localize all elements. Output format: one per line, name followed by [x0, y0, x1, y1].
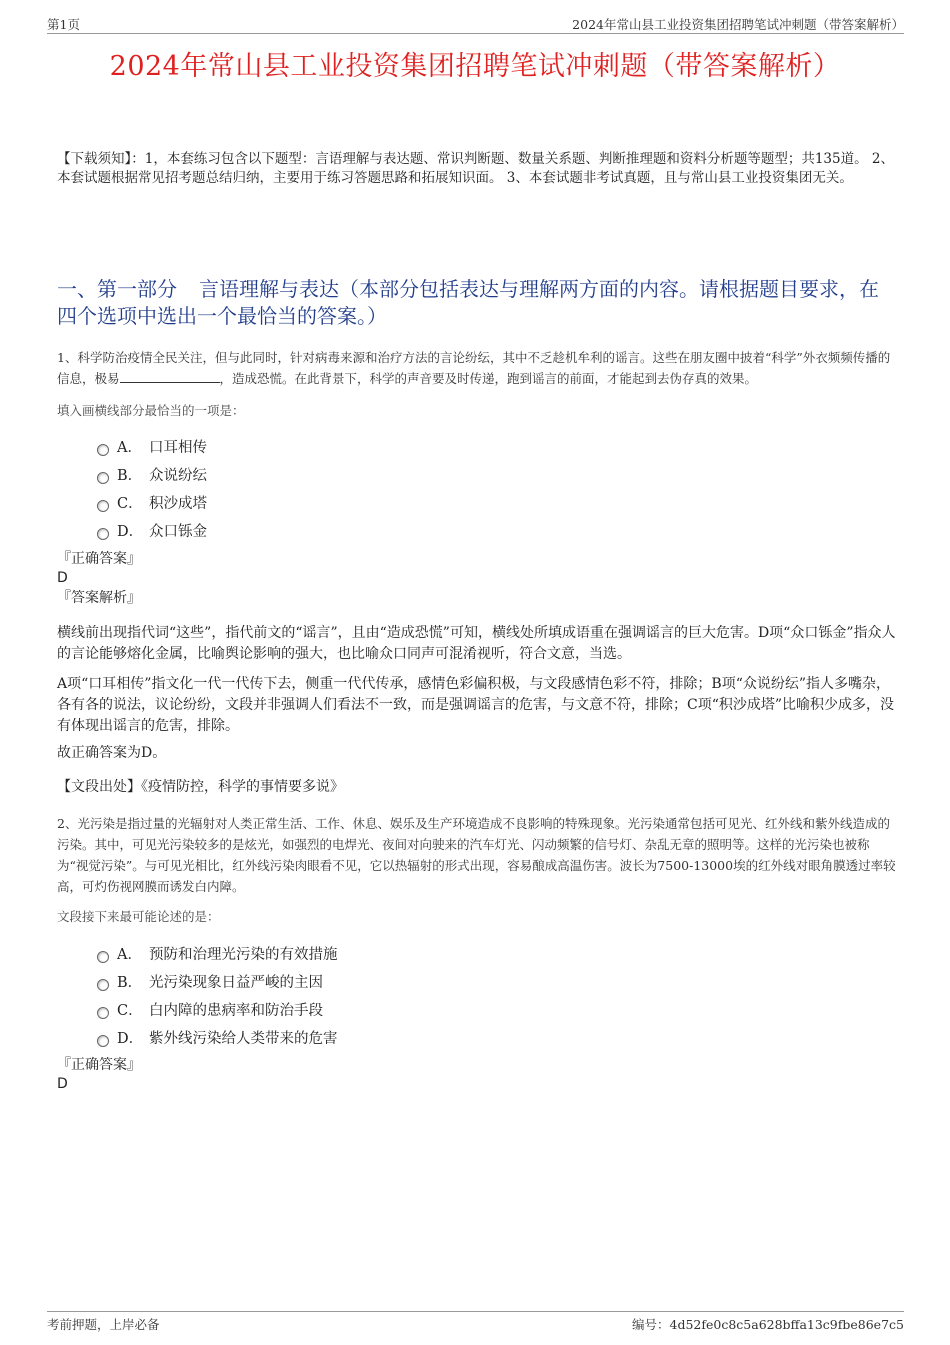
download-notice: 【下载须知】：1，本套练习包含以下题型：言语理解与表达题、常识判断题、数量关系题、判断推理题和资料分析题等题型；共135道。 2、本套试题根据常见招考题总结归纳，主要用于练习答题思路和拓展知识面。 3、本套试题非考试真题，且与常山县工业投资集团无关。: [57, 151, 894, 186]
option-b[interactable]: B． 光污染现象日益严峻的主因: [97, 967, 338, 995]
option-c[interactable]: C． 白内障的患病率和防治手段: [97, 995, 338, 1023]
page-footer: [47, 1311, 904, 1332]
option-b[interactable]: B． 众说纷纭: [97, 460, 207, 488]
option-d[interactable]: D． 众口铄金: [97, 516, 207, 544]
source-citation: 【文段出处】《疫情防控，科学的事情要多说》: [57, 779, 344, 795]
document-title: 2024年常山县工业投资集团招聘笔试冲刺题（带答案解析）: [109, 51, 841, 82]
question-2-options: [97, 939, 338, 1051]
radio-icon[interactable]: [97, 1007, 109, 1019]
section-number: 一、第一部分: [57, 277, 177, 301]
radio-icon[interactable]: [97, 444, 109, 456]
radio-icon[interactable]: [97, 979, 109, 991]
correct-answer: D: [57, 1076, 68, 1092]
answer-label: 『正确答案』: [57, 551, 141, 567]
radio-icon[interactable]: [97, 528, 109, 540]
fill-blank: [120, 370, 220, 383]
question-2-prompt: 文段接下来最可能论述的是：: [57, 909, 220, 924]
analysis-paragraph-1: 横线前出现指代词“这些”，指代前文的“谣言”，且由“造成恐慌”可知，横线处所填成语重在强调谣言的巨大危害。D项“众口铄金”指众人的言论能够熔化金属，比喻舆论影响的强大，也比喻众口同声可混淆视听，符合文意，当选。: [57, 625, 896, 662]
analysis-label: 『答案解析』: [57, 590, 141, 606]
page-header: [47, 14, 904, 34]
radio-icon[interactable]: [97, 1035, 109, 1047]
radio-icon[interactable]: [97, 951, 109, 963]
section-heading: [57, 276, 898, 330]
question-2-text: 2、光污染是指过量的光辐射对人类正常生活、工作、休息、娱乐及生产环境造成不良影响的特殊现象。光污染通常包括可见光、红外线和紫外线造成的污染。其中，可见光污染较多的是炫光，如强烈的电焊光、夜间对向驶来的汽车灯光、闪动频繁的信号灯、杂乱无章的照明等。这样的光污染也被称为“视觉污染”。与可见光相比，红外线污染肉眼看不见，它以热辐射的形式出现，容易酿成高温伤害。波长为7500-13000埃的红外线对眼角膜透过率较高，可灼伤视网膜而诱发白内障。: [57, 816, 896, 894]
option-d[interactable]: D． 紫外线污染给人类带来的危害: [97, 1023, 338, 1051]
document-id: 编号：4d52fe0c8c5a628bffa13c9fbe86e7c5: [632, 1317, 904, 1332]
page-number: 第1页: [47, 17, 80, 32]
radio-icon[interactable]: [97, 472, 109, 484]
correct-answer: D: [57, 570, 68, 586]
option-a[interactable]: A． 预防和治理光污染的有效措施: [97, 939, 338, 967]
header-doc-title: 2024年常山县工业投资集团招聘笔试冲刺题（带答案解析）: [572, 17, 904, 32]
analysis-paragraph-2: A项“口耳相传”指文化一代一代传下去，侧重一代代传承，感情色彩偏积极，与文段感情色彩不符，排除；B项“众说纷纭”指人多嘴杂，各有各的说法，议论纷纷，文段并非强调人们看法不一致，而是强调谣言的危害，与文意不符，排除；C项“积沙成塔”比喻积少成多，没有体现出谣言的危害，排除。: [57, 676, 895, 734]
question-1-options: [97, 432, 207, 544]
question-1-prompt: 填入画横线部分最恰当的一项是：: [57, 403, 245, 418]
option-a[interactable]: A． 口耳相传: [97, 432, 207, 460]
footer-slogan: 考前押题，上岸必备: [47, 1317, 160, 1332]
option-c[interactable]: C． 积沙成塔: [97, 488, 207, 516]
analysis-conclusion: 故正确答案为D。: [57, 745, 167, 761]
section-description: 言语理解与表达（本部分包括表达与理解两方面的内容。请根据题目要求，在四个选项中选出一个最恰当的答案。）: [57, 277, 879, 328]
answer-label: 『正确答案』: [57, 1057, 141, 1073]
radio-icon[interactable]: [97, 500, 109, 512]
question-1-text: 1、科学防治疫情全民关注，但与此同时，针对病毒来源和治疗方法的言论纷纭，其中不乏趁机牟利的谣言。这些在朋友圈中披着“科学”外衣频频传播的信息，极易 ，造成恐慌。在此背景下，科学的声音要及时传递，跑到谣言的前面，才能起到去伪存真的效果。: [57, 350, 891, 386]
